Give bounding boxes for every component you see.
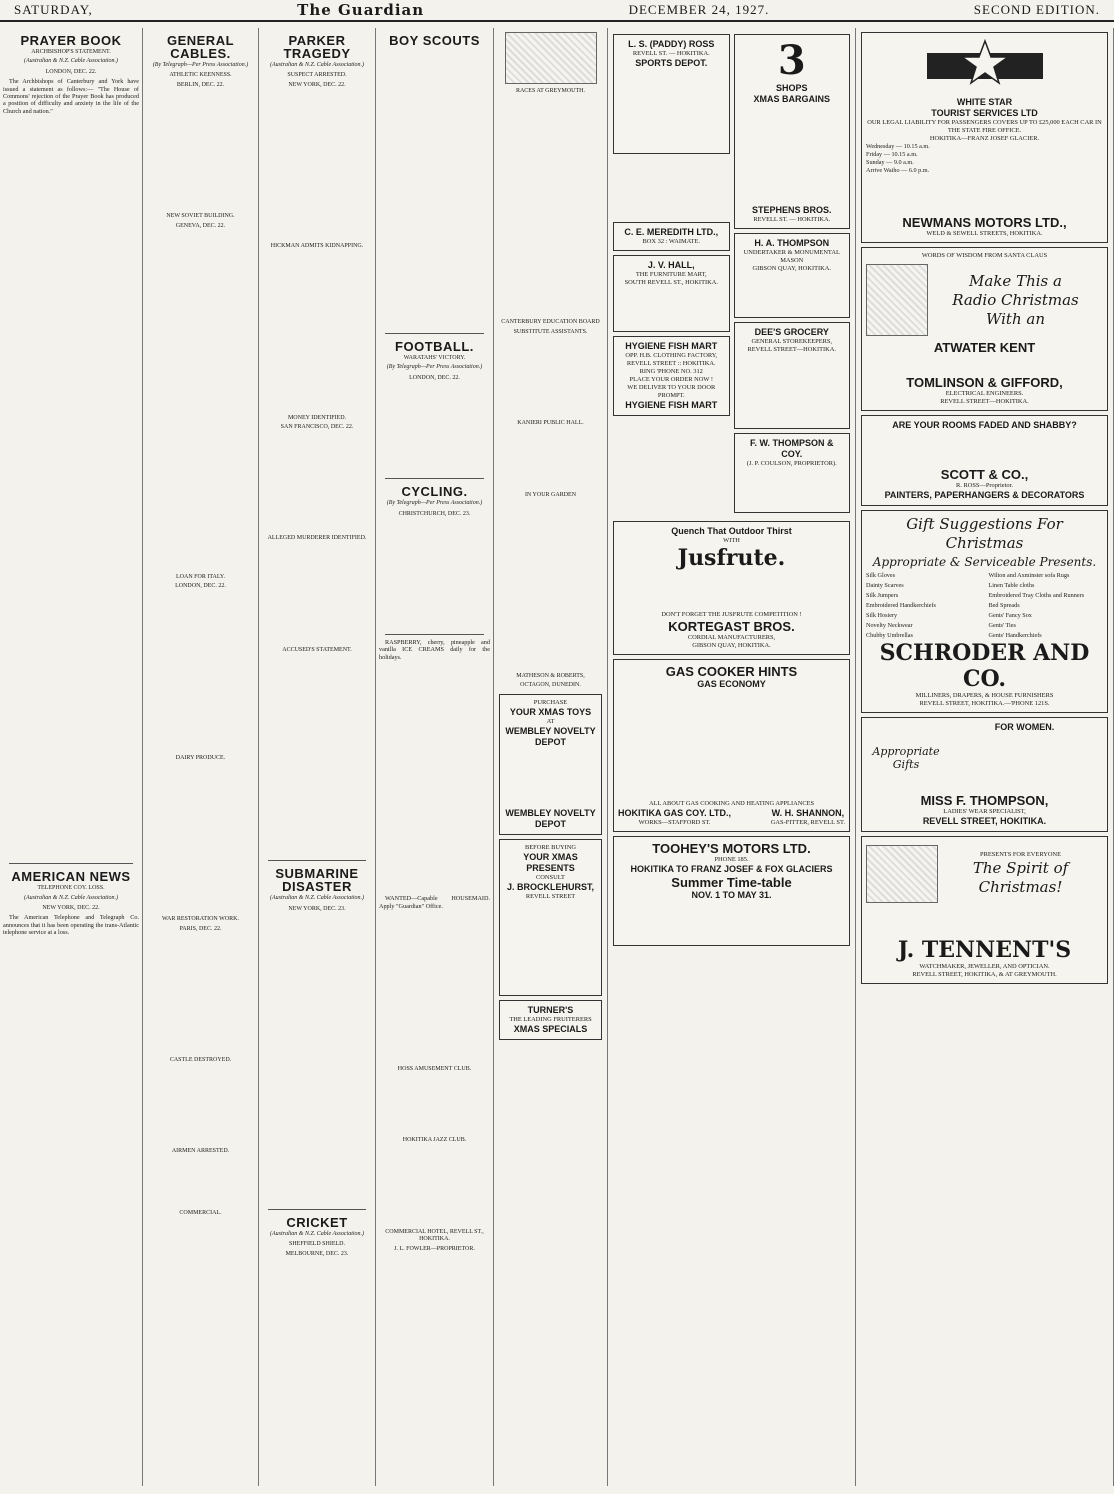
classified-ads-block [379,1147,490,1227]
gift-item: Silk Hosiery [866,612,898,619]
ad-text: ALL ABOUT GAS COOKING AND HEATING APPLIANCES [648,800,815,807]
schroder-gift-ad [861,510,1108,713]
ad-text: PAINTERS, PAPERHANGERS & DECORATORS [884,490,1085,500]
masthead-date: DECEMBER 24, 1927. [628,2,770,17]
timetable-row: Arrive Waiho — 6.0 p.m. [866,167,930,174]
ad-text: REVELL STREET, HOKITIKA, & AT GREYMOUTH. [912,971,1057,978]
cable-text-block [146,764,255,914]
football-text-block [379,384,490,474]
gift-item: Gents' Ties [988,622,1016,629]
timetable-row: Friday — 10.15 a.m. [866,151,918,158]
column-7 [856,28,1114,1486]
star-logo [925,39,1045,95]
gift-item: Gents' Fancy Sox [988,612,1032,619]
miss-thompson-ad [861,717,1108,832]
ad-text: With an [985,309,1045,328]
divider [268,1209,366,1210]
ad-text: REVELL ST. — HOKITIKA. [632,50,710,57]
ad-text: WITH [723,537,740,544]
gift-item: Chubby Umbrellas [866,632,913,639]
ad-text: BOX 32 : WAIMATE. [642,238,700,245]
ad-text: J. BROCKLEHURST, [506,881,594,892]
american-news-headline: AMERICAN NEWS [11,869,131,885]
ad-text: WORDS OF WISDOM FROM SANTA CLAUS [921,252,1048,259]
education-board-subhead: SUBSTITUTE ASSISTANTS. [513,328,588,335]
ad-text: SCOTT & CO., [940,467,1029,482]
ad-text: PHONE 185. [714,856,749,863]
ad-text: TOURIST SERVICES LTD [931,108,1038,118]
general-cables-source: (By Telegraph—Per Press Association.) [152,62,249,68]
gift-item: Linen Table cloths [988,582,1035,589]
classified-ads-block [379,914,490,1064]
ad-body [504,901,597,991]
tooheys-motors-ad [613,836,850,946]
ad-body [866,907,1103,937]
cable-dateline-berlin: BERLIN, DEC. 22. [176,81,225,88]
ad-text: Gift Suggestions For Christmas [906,515,1063,552]
ad-text: Wednesday [866,143,895,150]
ad-body [739,468,846,508]
hokitika-jazz-club: HOKITIKA JAZZ CLUB. [402,1137,467,1144]
ad-text: WEMBLEY NOVELTY DEPOT [505,725,596,747]
column-2 [143,28,259,1486]
presents-illustration [866,845,938,903]
matheson-roberts: MATHESON & ROBERTS, [516,673,585,680]
gift-item: Novelty Neckwear [866,622,913,629]
ad-text: WELD & SEWELL STREETS, HOKITIKA. [926,230,1043,237]
ad-text: 6.0 p.m. [908,167,930,174]
ad-text: HOKITIKA—FRANZ JOSEF GLACIER. [929,135,1040,142]
masthead-title: The Guardian [297,1,425,19]
ad-text: Summer Time-table [671,875,792,890]
cable-text-block [146,935,255,1055]
cable-subhead-war: WAR RESTORATION WORK. [162,916,239,923]
ad-text: XMAS BARGAINS [753,94,830,104]
ad-text: GIBSON QUAY, HOKITIKA. [692,642,771,649]
ad-text: ARE YOUR ROOMS FADED AND SHABBY? [892,420,1077,430]
ad-text: J. V. HALL, [647,260,695,270]
ad-text: KORTEGAST BROS. [668,619,795,634]
parker-dateline-sf: SAN FRANCISCO, DEC. 22. [280,424,354,431]
column-1 [0,28,143,1486]
cable-subhead-athletic: ATHLETIC KEENNESS. [169,72,232,79]
races-headline: RACES AT GREYMOUTH. [515,88,586,94]
tennents-ad [861,836,1108,984]
white-star-ad [861,32,1108,243]
matheson-roberts-address: OCTAGON, DUNEDIN. [520,682,581,689]
parker-text-block [262,545,372,645]
american-news-subhead: TELEPHONE COY. LOSS. [37,885,105,892]
appropriate-gifts-emblem [866,745,946,771]
ad-text: J. TENNENT'S [897,937,1072,963]
column-4 [376,28,494,1486]
ad-text: YOUR XMAS TOYS [509,706,592,717]
xmas-toys-ad [499,694,602,835]
parker-text-block [262,433,372,533]
prayer-book-source: (Australian & N.Z. Cable Association.) [23,58,119,65]
ad-text: ELECTRICAL ENGINEERS. [945,390,1024,397]
cricket-source: (Australian & N.Z. Cable Association.) [269,1231,365,1238]
cycling-dateline: CHRISTCHURCH, DEC. 23. [398,510,471,517]
ad-text: HOKITIKA TO FRANZ JOSEF & FOX GLACIERS [630,864,833,874]
ad-text: REVELL STREET, HOKITIKA. [922,816,1047,826]
ad-text: Quench That Outdoor Thirst [671,526,792,536]
ad-text: Arrive Waiho [866,167,900,174]
ad-text: NOV. 1 TO MAY 31. [691,890,772,900]
ad-text: GAS COOKER HINTS [665,664,798,679]
garden-headline: IN YOUR GARDEN [524,491,577,498]
ad-text: Make This a [969,271,1062,290]
ad-text: TOMLINSON & GIFFORD, [906,375,1063,390]
gift-list [866,572,1103,640]
ad-text: PRESENTS FOR EVERYONE [980,851,1061,858]
parker-text-block [262,253,372,413]
ad-text: PLACE YOUR ORDER NOW ! [629,376,713,383]
ad-text: Jusfrute. [677,545,786,571]
ad-body [739,273,846,313]
cricket-dateline: MELBOURNE, DEC. 23. [285,1250,349,1257]
ad-text: GENERAL STOREKEEPERS, REVELL STREET—HOKITIKA. [747,338,836,353]
ad-text: ATWATER KENT [933,340,1036,355]
submarine-disaster-headline: SUBMARINE DISASTER [275,866,359,895]
masthead-day: SATURDAY, [14,2,93,17]
parker-text-block [262,656,372,856]
football-subhead: WARATAHS' VICTORY. [403,355,466,361]
submarine-text-block [262,915,372,1205]
prayer-book-continued-text [3,119,139,859]
cable-subhead-commercial: COMMERCIAL. [179,1209,222,1216]
ad-text: CORDIAL MANUFACTURERS, [687,634,776,641]
ad-text: OPP. H.B. CLOTHING FACTORY, [625,352,718,359]
parker-tragedy-headline: PARKER TRAGEDY [283,33,351,61]
ad-text: UNDERTAKER & MONUMENTAL MASON [743,249,840,264]
ad-text: RING 'PHONE NO. 312 [639,368,703,375]
ad-text: REVELL ST. — HOKITIKA. [753,216,831,223]
cycling-source: (By Telegraph—Per Press Association.) [386,500,483,507]
prayer-book-subhead: ARCHBISHOP'S STATEMENT. [31,49,111,55]
american-news-dateline: NEW YORK, DEC. 22. [42,905,100,912]
prayer-book-dateline: LONDON, DEC. 22. [45,68,97,75]
gift-item: Embroidered Handkerchiefs [866,602,936,609]
ad-text: STEPHENS BROS. [751,205,832,215]
cricket-subhead: SHEFFIELD SHIELD. [288,1241,345,1248]
prayer-book-text: The Archbishops of Canterbury and York have issued a statement as follows:— "The House of Commons' rejection of the Prayer Book has produced a position of difficulty and anxiety in the life of the Church and nation." [3,78,139,115]
white-star-timetable [866,143,1103,175]
parker-subhead-statement: ACCUSED'S STATEMENT. [282,646,352,653]
cable-subhead-soviet: NEW SOVIET BUILDING. [166,213,235,220]
ad-text: XMAS SPECIALS [513,1023,588,1034]
parker-text-block [262,91,372,241]
ad-body [618,901,845,941]
turners-ad [499,1000,602,1040]
ad-text: MISS F. THOMPSON, [920,793,1049,808]
ad-text: MILLINERS, DRAPERS, & HOUSE FURNISHERS [915,692,1054,699]
ad-text: 10.15 a.m. [903,143,930,150]
ad-text: W. H. SHANNON, [771,808,845,818]
ad-text: WEMBLEY NOVELTY DEPOT [505,807,596,829]
cable-text-block [146,232,255,572]
cable-dateline-london: LONDON, DEC. 22. [175,583,226,590]
ad-text: OUR LEGAL LIABILITY FOR PASSENGERS COVERS UP TO £25,000 EACH CAR IN THE STATE FIRE OFFICE. [867,119,1102,134]
timetable-row: Wednesday — 10.15 a.m. [866,143,930,150]
cable-text-block [146,1158,255,1208]
ad-text: DON'T FORGET THE JUSFRUTE COMPETITION ! [661,611,802,618]
classified-ads-block [379,665,490,895]
ad-text: DEE'S GROCERY [754,327,829,337]
ad-text: HOKITIKA GAS COY. LTD., [618,808,732,818]
ad-text: R. ROSS—Proprietor. [956,482,1013,489]
ad-text: PROMPT. [657,392,685,399]
star-icon [925,39,1045,95]
american-news-source: (Australian & N.Z. Cable Association.) [23,894,119,901]
races-text-block [497,97,604,317]
kanieri-hall-headline: KANIERI PUBLIC HALL. [517,420,584,427]
ad-text: REVELL STREET—HOKITIKA. [940,398,1029,405]
cycling-text-block [379,520,490,630]
parker-subhead-admits: HICKMAN ADMITS KIDNAPPING. [270,243,364,250]
scott-co-ad [861,415,1108,506]
gift-item: Bed Spreads [988,602,1020,609]
ad-text: L. S. (PADDY) ROSS [628,39,715,49]
race-horses-illustration [505,32,597,84]
ad-text: WORKS—STAFFORD ST. [638,819,711,826]
brocklehurst-ad [499,839,602,996]
ad-body [866,175,1103,215]
garden-text-block [497,501,604,671]
divider [385,478,484,479]
ad-text: REVELL STREET [525,892,576,900]
ad-text: GAS-FITTER, REVELL ST. [770,819,845,826]
submarine-source: (Australian & N.Z. Cable Association.) [269,895,365,902]
jusfrute-ad [613,521,850,655]
ad-body [946,733,1103,793]
ad-text: Radio Christmas [952,290,1079,309]
column-5 [494,28,608,1486]
ad-text: AT [546,717,555,725]
masthead [0,0,1114,22]
parker-subhead-arrested: SUSPECT ARRESTED. [287,72,347,79]
ad-text: PURCHASE [533,698,568,706]
parker-dateline: NEW YORK, DEC. 22. [288,81,346,88]
three-shops-ad [732,28,853,517]
ad-text: GIBSON QUAY, HOKITIKA. [752,265,831,272]
ad-text: SCHRODER AND CO. [879,640,1090,692]
ad-text: (J. P. COULSON, PROPRIETOR). [746,460,837,467]
divider [268,860,366,861]
commercial-hotel-owner: J. L. FOWLER—PROPRIETOR. [394,1245,475,1252]
gift-item: Embroidered Tray Cloths and Runners [988,592,1085,599]
ad-text: 3 [777,37,806,84]
ad-body [739,105,846,205]
cable-text-block [146,91,255,211]
ad-text: C. E. MEREDITH LTD., [624,227,719,237]
classified-ads-block [379,1075,490,1135]
education-text-block [497,338,604,418]
cable-subhead-dairy: DAIRY PRODUCE. [175,754,226,761]
timetable-row: Sunday — 9.0 a.m. [866,159,914,166]
cable-subhead-loan: LOAN FOR ITALY. [176,574,225,581]
ad-text: LADIES' WEAR SPECIALIST, [943,808,1026,815]
ad-text: SPORTS DEPOT. [635,58,708,68]
submarine-dateline: NEW YORK, DEC. 23. [288,905,346,912]
divider [385,333,484,334]
ross-ad [611,28,732,517]
ad-text: SHOPS [775,83,808,93]
ad-text: CONSULT [536,873,565,881]
ad-text: HYGIENE FISH MART [625,341,718,351]
ad-body [618,287,725,327]
ad-body [611,158,732,218]
ad-text: NEWMANS MOTORS LTD., [902,215,1067,230]
gift-item: Dainty Scarves [866,582,904,589]
ad-text: SOUTH REVELL ST., HOKITIKA. [624,279,718,286]
ad-text: REVELL STREET :: HOKITIKA. [626,360,716,367]
ad-body [618,571,845,611]
divider [9,863,133,864]
cable-text-block [146,593,255,753]
boy-scouts-headline: BOY SCOUTS [389,33,480,48]
education-board-headline: CANTERBURY EDUCATION BOARD [501,319,600,326]
cable-text-block [146,1066,255,1146]
commercial-hotel: COMMERCIAL HOTEL, REVELL ST., HOKITIKA. [385,1228,484,1243]
ad-text: REVELL STREET, HOKITIKA.—'PHONE 121S. [919,700,1050,707]
gift-item: Wilton and Axminster sofa Rugs [988,572,1070,579]
ad-body [739,354,846,424]
parker-tragedy-source: (Australian & N.Z. Cable Association.) [269,62,365,68]
housemaid-wanted-ad: WANTED—Capable HOUSEMAID. Apply "Guardian" Office. [379,895,490,910]
ad-text: Appropriate Gifts [872,744,940,771]
ad-body [618,69,725,149]
gas-cooker-ad [613,659,850,832]
ice-cream-ad: RASPBERRY, cherry, pineapple and vanilla ICE CREAMS daily for the holidays. [379,639,490,661]
prayer-book-headline: PRAYER BOOK [20,33,122,48]
ad-text: WHITE STAR [956,97,1013,107]
ad-text: WE DELIVER TO YOUR DOOR [627,384,716,391]
ad-body [866,431,1103,467]
cricket-headline: CRICKET [286,1215,348,1231]
ad-body [504,748,597,808]
gift-item: Silk Jumpers [866,592,899,599]
ad-text: FOR WOMEN. [994,722,1055,732]
column-6 [608,28,856,1486]
ad-text: HYGIENE FISH MART [625,400,718,410]
cable-dateline-geneva: GENEVA, DEC. 22. [175,222,226,229]
ad-text: 9.0 a.m. [893,159,914,166]
ad-text: 10.15 a.m. [891,151,918,158]
american-news-text: The American Telephone and Telegraph Co. announces that it has been operating the trans-Atlantic telephone service at a loss. [3,914,139,937]
football-source: (By Telegraph—Per Press Association.) [386,364,483,371]
parker-subhead-money: MONEY IDENTIFIED. [287,414,347,421]
masthead-edition: SECOND EDITION. [973,2,1100,17]
gift-item: Gents' Handkerchiefs [988,632,1042,639]
ad-text: TURNER'S [527,1004,574,1015]
kanieri-text-block [497,430,604,490]
cable-subhead-airmen: AIRMEN ARRESTED. [171,1148,230,1155]
ad-text: YOUR XMAS PRESENTS [523,851,578,873]
ad-text: GAS ECONOMY [697,679,766,689]
ad-text: Friday [866,151,883,158]
hoss-amusement-club: HOSS AMUSEMENT CLUB. [397,1066,472,1073]
parker-subhead-identified: ALLEGED MURDERER IDENTIFIED. [267,535,367,542]
santa-claus-illustration [866,264,928,336]
ad-text: F. W. THOMPSON & COY. [749,438,834,459]
general-cables-headline: GENERAL CABLES. [166,33,235,61]
ad-body [866,355,1103,375]
ad-text: Appropriate & Serviceable Presents. [872,555,1097,569]
football-dateline: LONDON, DEC. 22. [409,374,460,381]
football-headline: FOOTBALL. [395,339,474,354]
boy-scouts-text-block [379,49,490,329]
ad-text: THE FURNITURE MART, [635,271,707,278]
ad-text: H. A. THOMPSON [754,238,830,248]
cable-dateline-paris: PARIS, DEC. 22. [179,925,222,932]
ad-text: WATCHMAKER, JEWELLER, AND OPTICIAN. [919,963,1050,970]
ad-text: The Spirit of Christmas! [972,859,1069,896]
divider [385,634,484,635]
ad-text: BEFORE BUYING [525,843,576,851]
ad-text: THE LEADING FRUITERERS [509,1015,592,1023]
ad-body [618,690,845,800]
ad-text: TOOHEY'S MOTORS LTD. [652,841,811,856]
gift-item: Silk Gloves [866,572,896,579]
cable-subhead-castle: CASTLE DESTROYED. [169,1057,232,1064]
cycling-headline: CYCLING. [401,484,468,500]
ad-text: Sunday [866,159,885,166]
atwater-kent-ad [861,247,1108,411]
column-3 [259,28,376,1486]
